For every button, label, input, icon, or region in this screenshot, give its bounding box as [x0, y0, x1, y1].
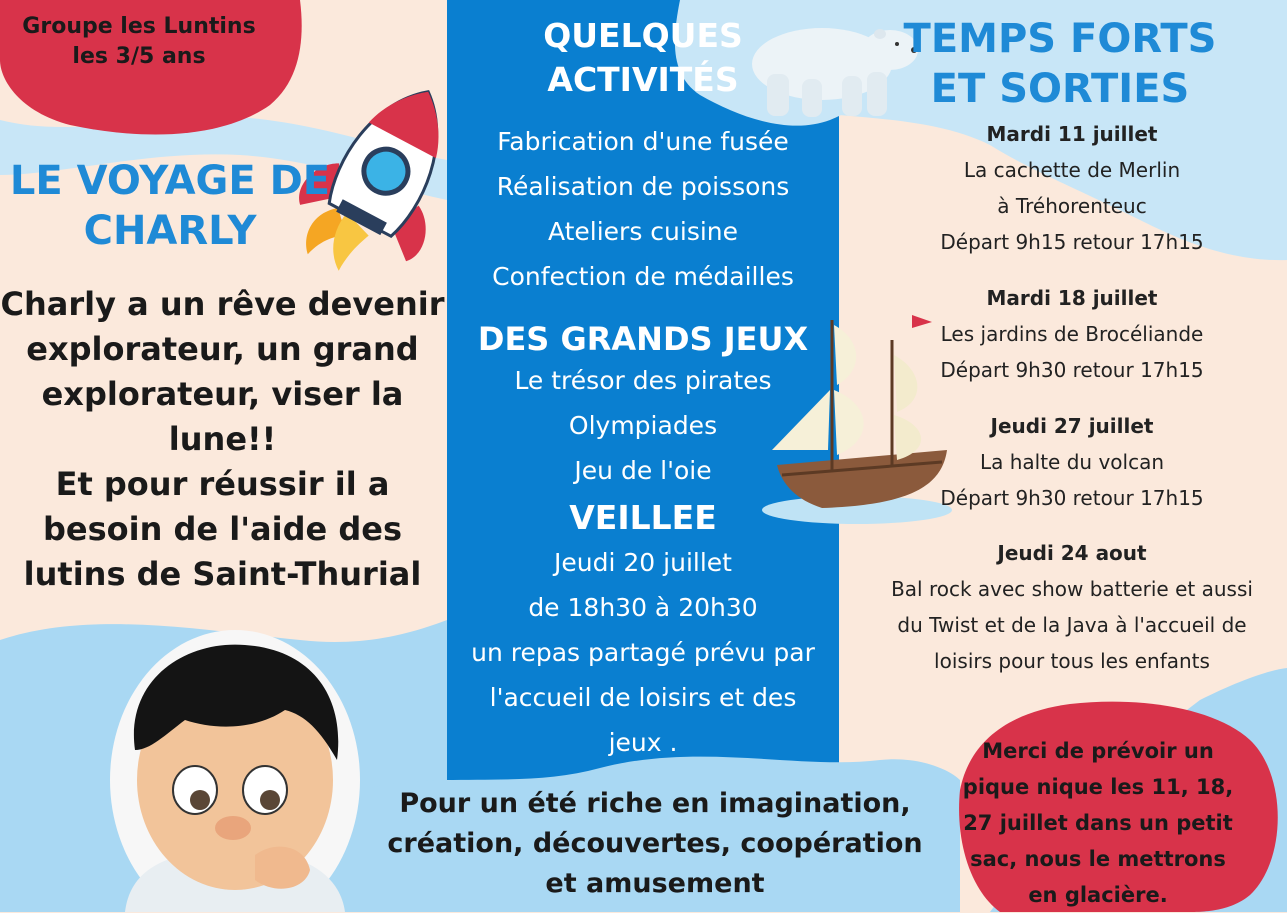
group-line-2: les 3/5 ans [72, 44, 206, 69]
story-line: Et pour réussir il a [55, 465, 390, 503]
story-line: explorateur, viser la [41, 375, 404, 413]
outing-line: du Twist et de la Java à l'accueil de [897, 613, 1247, 637]
activity-item: Réalisation de poissons [496, 172, 790, 201]
outing-line: loisirs pour tous les enfants [934, 649, 1210, 673]
group-label [0, 12, 278, 72]
boy-illustration [105, 640, 365, 912]
summer-message-line: création, découvertes, coopération [387, 828, 923, 859]
outing-item [862, 116, 1282, 260]
outing-line: à Tréhorenteuc [997, 194, 1147, 218]
outing-line: Départ 9h15 retour 17h15 [940, 230, 1204, 254]
story-title [0, 156, 340, 256]
activity-item: Fabrication d'une fusée [497, 127, 789, 156]
outings-title-line-2: ET SORTIES [930, 66, 1190, 112]
picnic-note-line: 27 juillet dans un petit [963, 811, 1233, 835]
outings-title [880, 14, 1240, 114]
games-list [448, 358, 838, 493]
story-line: Charly a un rêve devenir [0, 285, 445, 323]
outing-line: Les jardins de Brocéliande [940, 322, 1204, 346]
picnic-note-line: en glacière. [1028, 883, 1168, 907]
story-title-line-1: LE VOYAGE DE [9, 158, 331, 204]
picnic-note-line: sac, nous le mettrons [970, 847, 1226, 871]
picnic-note-line: Merci de prévoir un [982, 739, 1214, 763]
story-line: explorateur, un grand [26, 330, 419, 368]
summer-message [370, 784, 940, 904]
activity-item: Confection de médailles [492, 262, 794, 291]
veillee-line: de 18h30 à 20h30 [528, 593, 758, 622]
outing-line: Départ 9h30 retour 17h15 [940, 358, 1204, 382]
story-line: lune!! [168, 420, 277, 458]
outing-date: Mardi 11 juillet [986, 122, 1158, 146]
veillee-line: jeux . [608, 728, 678, 757]
outing-line: La halte du volcan [979, 450, 1165, 474]
games-title: DES GRANDS JEUX [477, 320, 809, 358]
veillee-line: Jeudi 20 juillet [554, 548, 732, 577]
activity-item: Ateliers cuisine [547, 217, 739, 246]
summer-message-line: Pour un été riche en imagination, [399, 788, 911, 819]
game-item: Jeu de l'oie [574, 456, 712, 485]
story-text [0, 282, 445, 597]
outing-item [862, 535, 1282, 679]
activities-title [448, 14, 838, 102]
story-line: lutins de Saint-Thurial [23, 555, 422, 593]
outing-line: Départ 9h30 retour 17h15 [940, 486, 1204, 510]
activities-title-line-1: QUELQUES [543, 16, 743, 55]
story-title-line-2: CHARLY [83, 208, 257, 254]
summer-message-line: et amusement [545, 868, 765, 899]
veillee-line: l'accueil de loisirs et des [489, 683, 797, 712]
game-item: Olympiades [568, 411, 718, 440]
outing-date: Mardi 18 juillet [986, 286, 1158, 310]
activities-list [448, 119, 838, 299]
outing-line: La cachette de Merlin [963, 158, 1181, 182]
outing-date: Jeudi 27 juillet [990, 414, 1154, 438]
picnic-note [950, 733, 1246, 913]
outings-title-line-1: TEMPS FORTS [903, 16, 1217, 62]
outing-item [862, 408, 1282, 516]
activities-title-line-2: ACTIVITÉS [547, 60, 739, 99]
outing-item [862, 280, 1282, 388]
game-item: Le trésor des pirates [514, 366, 772, 395]
veillee-title: VEILLEE [569, 498, 717, 537]
veillee-details [448, 540, 838, 765]
veillee-line: un repas partagé prévu par [471, 638, 815, 667]
story-line: besoin de l'aide des [42, 510, 402, 548]
group-line-1: Groupe les Luntins [22, 14, 256, 39]
picnic-note-line: pique nique les 11, 18, [962, 775, 1234, 799]
outing-date: Jeudi 24 aout [997, 541, 1147, 565]
outing-line: Bal rock avec show batterie et aussi [891, 577, 1253, 601]
